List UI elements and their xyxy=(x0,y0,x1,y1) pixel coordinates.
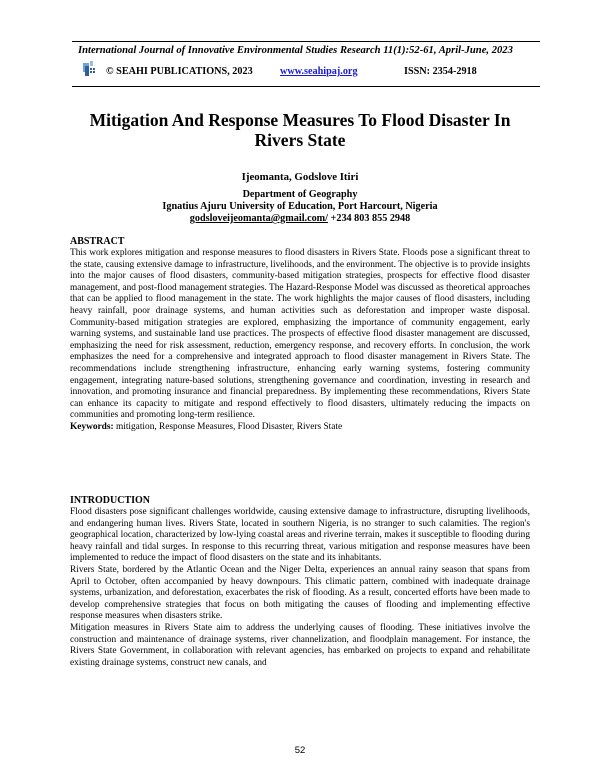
introduction-heading: INTRODUCTION xyxy=(70,495,151,506)
keywords-label: Keywords: xyxy=(70,421,114,432)
issn: ISSN: 2354-2918 xyxy=(404,66,477,77)
keywords-line xyxy=(70,422,530,434)
article-title: Mitigation And Response Measures To Flood Disaster In Rivers State xyxy=(89,110,511,150)
abstract-heading: ABSTRACT xyxy=(70,236,125,247)
journal-website-link[interactable]: www.seahipaj.org xyxy=(280,66,358,77)
contact-line xyxy=(0,213,600,224)
publisher-copyright: © SEAHI PUBLICATIONS, 2023 xyxy=(106,66,253,77)
university: Ignatius Ajuru University of Education, Port Harcourt, Nigeria xyxy=(162,201,438,212)
author-name: Ijeomanta, Godslove Itiri xyxy=(241,171,359,183)
keywords-text: mitigation, Response Measures, Flood Disaster, Rivers State xyxy=(115,421,343,432)
author-phone: +234 803 855 2948 xyxy=(330,213,411,224)
abstract-text: This work explores mitigation and response measures to flood disasters in Rivers State. Floods pose a significant threat to the state, causing extensive damage to infrastructure, livelihoods, and the environment. The objective is to provide insights into the major causes of flood disasters, community-based mitigation strategies, prospects for effective flood disaster management, and post-flood management strategies. The Hazard-Response Model was discussed as theoretical approaches that can be applied to flood management in the state. The work highlights the major causes of flood disasters, including heavy rainfall, poor drainage systems, and human activities such as deforestation and improper waste disposal. Community-based mitigation strategies are explored, emphasizing the importance of community engagement, early warning systems, and sustainable land use practices. The prospects of effective flood disaster management are discussed, emphasizing the need for risk assessment, reduction, emergency response, and recovery efforts. In conclusion, the work emphasizes the need for a comprehensive and integrated approach to flood disaster management in Rivers State. The recommendations include strengthening infrastructure, enhancing early warning systems, fostering community engagement, integrating nature-based solutions, strengthening governance and coordination, investing in research and innovation, and promoting insurance and financial preparedness. By implementing these recommendations, Rivers State can enhance its capacity to mitigate and respond effectively to flood disasters, ultimately reducing the impacts on communities and promoting long-term resilience. xyxy=(70,248,530,421)
journal-logo-icon xyxy=(82,60,100,80)
department: Department of Geography xyxy=(242,189,358,200)
intro-paragraph-3: Mitigation measures in Rivers State aim to address the underlying causes of flooding. These initiatives involve the construction and maintenance of drainage systems, river channelization, and floodplain management. For instance, the Rivers State Government, in collaboration with relevant agencies, has embarked on projects to expand and rehabilitate existing drainage systems, construct new canals, and xyxy=(70,622,530,668)
page-number: 52 xyxy=(294,745,306,756)
abstract-body xyxy=(70,248,530,434)
journal-citation: International Journal of Innovative Environmental Studies Research 11(1):52-61, April-June, 2023 xyxy=(78,45,513,56)
intro-paragraph-1: Flood disasters pose significant challenges worldwide, causing extensive damage to infrastructure, disrupting livelihoods, and endangering human lives. Rivers State, located in southern Nigeria, is no stranger to such calamities. The region's geographical location, characterized by low-lying coastal areas and riverine terrain, makes it susceptible to flooding during heavy rainfall and tidal surges. In response to this recurring threat, various mitigation and response measures have been implemented to reduce the impact of flood disasters on the state and its inhabitants. xyxy=(70,507,530,564)
intro-paragraph-2: Rivers State, bordered by the Atlantic Ocean and the Niger Delta, experiences an annual rainy season that spans from April to October, often accompanied by heavy downpours. This climatic pattern, combined with inadequate drainage systems, urbanization, and deforestation, exacerbates the risk of flooding. As a result, concerted efforts have been made to develop comprehensive strategies that focus on both mitigating the causes of flooding and implementing effective response measures when disasters strike. xyxy=(70,564,530,622)
journal-header xyxy=(72,41,540,87)
author-email[interactable]: godsloveijeomanta@gmail.com/ xyxy=(189,213,328,224)
introduction-body xyxy=(70,507,530,669)
